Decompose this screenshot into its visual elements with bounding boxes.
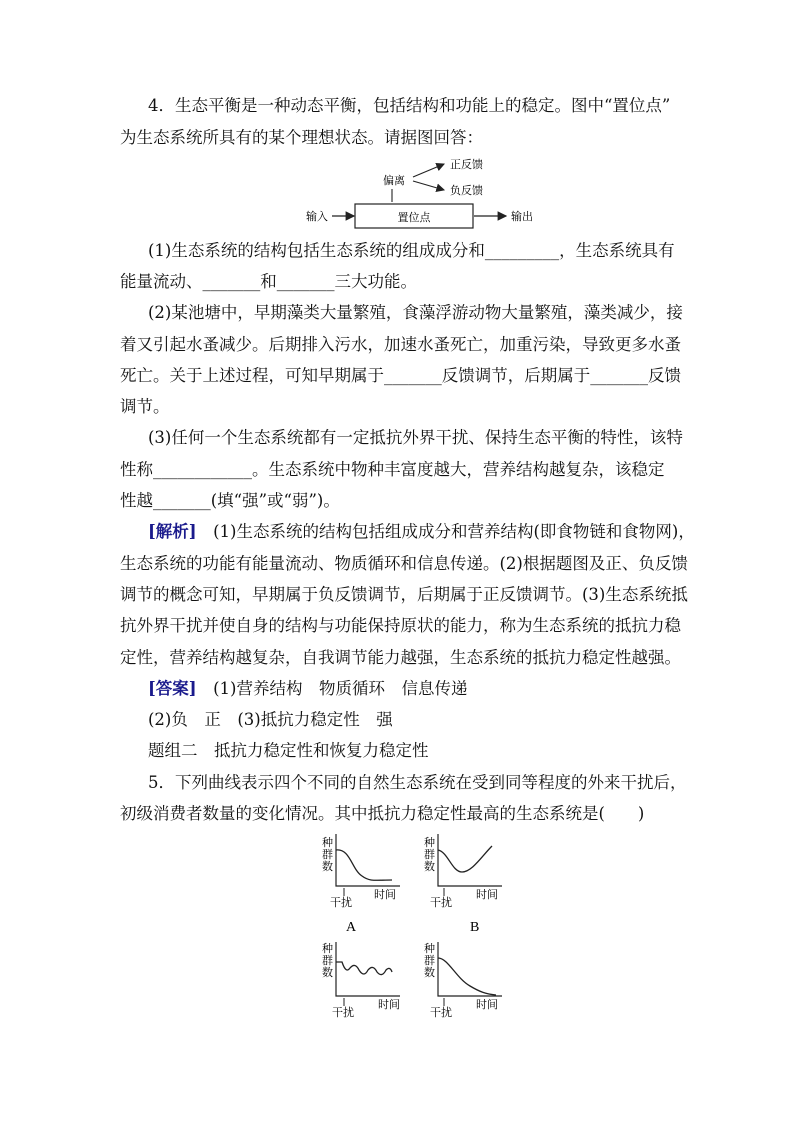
- answer-line2: (2)负 正 (3)抵抗力稳定性 强: [148, 710, 393, 729]
- graph-b: [414, 830, 514, 938]
- y-label-char3: 数: [322, 860, 333, 873]
- graph-b-label: B: [470, 920, 480, 935]
- answer-tag: [答案]: [148, 679, 197, 698]
- disturb-label: 干扰: [330, 896, 352, 909]
- q4-stem-line2: 为生态系统所具有的某个理想状态。请据图回答：: [120, 128, 483, 147]
- curve-a: [336, 850, 392, 880]
- q4-part1-line1: (1)生态系统的结构包括生态系统的组成成分和_________，生态系统具有: [148, 241, 675, 260]
- q4-part2-line3: 死亡。关于上述过程，可知早期属于_______反馈调节，后期属于_______反馈: [120, 366, 681, 385]
- time-label: 时间: [476, 998, 498, 1011]
- y-label-char3: 数: [424, 860, 435, 873]
- negative-feedback-arrow: [413, 181, 444, 190]
- time-label: 时间: [476, 888, 498, 901]
- negative-feedback-label: 负反馈: [450, 184, 483, 197]
- q4-part3-line2: 性称____________。生态系统中物种丰富度越大，营养结构越复杂，该稳定: [120, 460, 665, 479]
- q4-part3-line3: 性越_______(填“强”或“弱”)。: [120, 491, 340, 510]
- disturb-label: 干扰: [430, 896, 452, 909]
- y-label-char1: 种: [424, 942, 435, 955]
- graph-a-label: A: [346, 920, 357, 935]
- y-label-char2: 群: [424, 848, 435, 861]
- disturb-label: 干扰: [430, 1006, 452, 1019]
- curve-d: [438, 958, 496, 995]
- positive-feedback-arrow: [413, 164, 444, 177]
- graph-a: [312, 830, 412, 938]
- y-label-char2: 群: [424, 954, 435, 967]
- graph-c: [312, 940, 412, 1020]
- group2-heading: 题组二 抵抗力稳定性和恢复力稳定性: [148, 741, 429, 760]
- analysis-text1: (1)生态系统的结构包括组成成分和营养结构(即食物链和食物网)，: [196, 522, 695, 541]
- q4-stem-line1: 4．生态平衡是一种动态平衡，包括结构和功能上的稳定。图中“置位点”: [148, 96, 671, 115]
- time-label: 时间: [378, 998, 400, 1011]
- time-label: 时间: [374, 888, 396, 901]
- curve-b: [438, 846, 492, 872]
- analysis-line1: [148, 522, 708, 542]
- q4-part2-line4: 调节。: [120, 397, 170, 416]
- y-label-char2: 群: [322, 954, 333, 967]
- y-label-char1: 种: [322, 942, 333, 955]
- y-label-char1: 种: [424, 836, 435, 849]
- deviate-label: 偏离: [383, 174, 405, 187]
- graph-d: [414, 940, 514, 1020]
- analysis-line3: 调节的概念可知，早期属于负反馈调节，后期属于正反馈调节。(3)生态系统抵: [120, 585, 688, 604]
- y-label-char1: 种: [322, 836, 333, 849]
- answer-line1: [148, 679, 708, 699]
- setpoint-label: 置位点: [397, 211, 431, 224]
- q5-stem-line1: 5．下列曲线表示四个不同的自然生态系统在受到同等程度的外来干扰后，: [148, 773, 687, 792]
- setpoint-diagram: [300, 152, 540, 232]
- disturb-label: 干扰: [332, 1006, 354, 1019]
- output-label: 输出: [511, 210, 533, 223]
- analysis-line2: 生态系统的功能有能量流动、物质循环和信息传递。(2)根据题图及正、负反馈: [120, 554, 688, 573]
- q4-part3-line1: (3)任何一个生态系统都有一定抵抗外界干扰、保持生态平衡的特性，该特: [148, 428, 683, 447]
- analysis-line5: 定性，营养结构越复杂，自我调节能力越强，生态系统的抵抗力稳定性越强。: [120, 648, 681, 667]
- q4-part1-line2: 能量流动、_______和_______三大功能。: [120, 272, 417, 291]
- axes: [336, 834, 400, 886]
- y-label-char2: 群: [322, 848, 333, 861]
- curve-c: [336, 962, 392, 975]
- answer-text1: (1)营养结构 物质循环 信息传递: [196, 679, 468, 698]
- analysis-tag: [解析]: [148, 522, 197, 541]
- positive-feedback-label: 正反馈: [450, 158, 483, 171]
- axes: [438, 834, 502, 886]
- input-label: 输入: [306, 210, 328, 223]
- y-label-char3: 数: [424, 966, 435, 979]
- q5-stem-line2: 初级消费者数量的变化情况。其中抵抗力稳定性最高的生态系统是( ): [120, 804, 645, 823]
- analysis-line4: 抗外界干扰并使自身的结构与功能保持原状的能力，称为生态系统的抵抗力稳: [120, 616, 681, 635]
- q4-part2-line1: (2)某池塘中，早期藻类大量繁殖，食藻浮游动物大量繁殖，藻类减少，接: [148, 303, 683, 322]
- q4-part2-line2: 着又引起水蚤减少。后期排入污水，加速水蚤死亡，加重污染，导致更多水蚤: [120, 335, 681, 354]
- axes: [438, 942, 502, 996]
- y-label-char3: 数: [322, 966, 333, 979]
